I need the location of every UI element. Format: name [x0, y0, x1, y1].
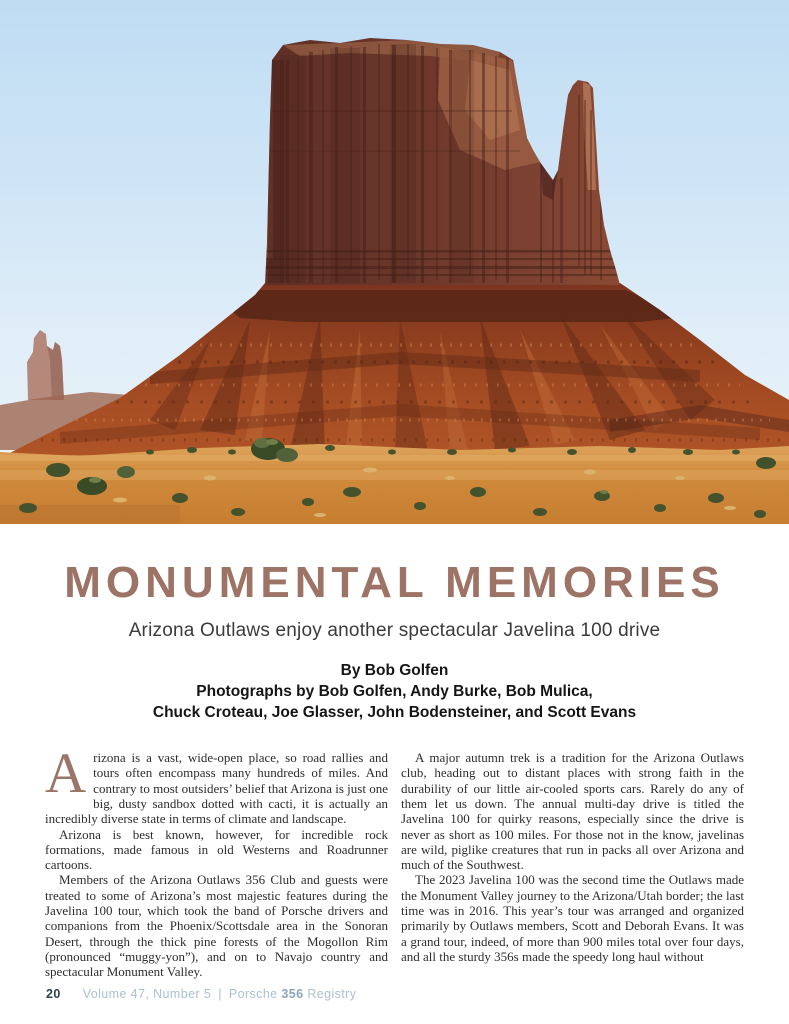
page-footer: [46, 987, 356, 1001]
footer-volume: Volume 47, Number 5: [82, 987, 212, 1001]
paragraph: Arizona is best known, however, for incredible rock formations, made famous in old Westerns and Roadrunner cartoons.: [45, 826, 388, 873]
photo-credits-line2: Chuck Croteau, Joe Glasser, John Bodensteiner, and Scott Evans: [152, 704, 637, 722]
footer-356: 356: [281, 987, 304, 1001]
byline-block: [0, 660, 789, 723]
paragraph-lead: [45, 742, 388, 827]
footer-registry: Registry: [307, 987, 357, 1001]
photo-credits-line1: Photographs by Bob Golfen, Andy Burke, Bob Mulica,: [196, 683, 593, 701]
article-body: [45, 742, 744, 980]
desert-floor: [0, 444, 789, 524]
footer-separator: |: [218, 987, 222, 1001]
paragraph-lead-text: rizona is a vast, wide-open place, so road rallies and tours often encompass many hundreds of miles. And contrary to most outsiders’ belief that Arizona is just one big, dusty sandbox dotted with cacti, it is actually an incredibly diverse state in terms of climate and landscape.: [45, 750, 388, 827]
page-number: 20: [46, 987, 61, 1001]
paragraph: A major autumn trek is a tradition for the Arizona Outlaws club, heading out to distant places with strong faith in the durability of our little air-cooled sports cars. Rarely do any of them let us down. The annual multi-day drive is titled the Javelina 100 for quirky reasons, especially since the drive is never as short as 100 miles. For those not in the know, javelinas are wild, piglike creatures that run in packs all over Arizona and much of the Southwest.: [401, 750, 744, 873]
body-column-left: [45, 742, 388, 980]
article-subtitle: Arizona Outlaws enjoy another spectacular Javelina 100 drive: [128, 620, 661, 642]
paragraph: The 2023 Javelina 100 was the second time the Outlaws made the Monument Valley journey to the Arizona/Utah border; the last time was in 2016. This year’s tour was arranged and organized primarily by Outlaws members, Scott and Deborah Evans. It was a grand tour, indeed, of more than 900 miles total over four days, and all the sturdy 356s made the speedy long haul without: [401, 872, 744, 964]
body-column-right: [401, 750, 744, 979]
drop-cap: A: [45, 742, 87, 806]
byline-author: By Bob Golfen: [340, 662, 449, 680]
paragraph: Members of the Arizona Outlaws 356 Club and guests were treated to some of Arizona’s most majestic features during the Javelina 100 tour, which took the band of Porsche drivers and companions from the Phoenix/Scottsdale area in the Sonoran Desert, through the thick pine forests of the Mogollon Rim (pronounced “muggy-yon”), and on to Navajo country and spectacular Monument Valley.: [45, 872, 388, 980]
article-title: MONUMENTAL MEMORIES: [64, 558, 725, 607]
footer-porsche: Porsche: [228, 987, 278, 1001]
